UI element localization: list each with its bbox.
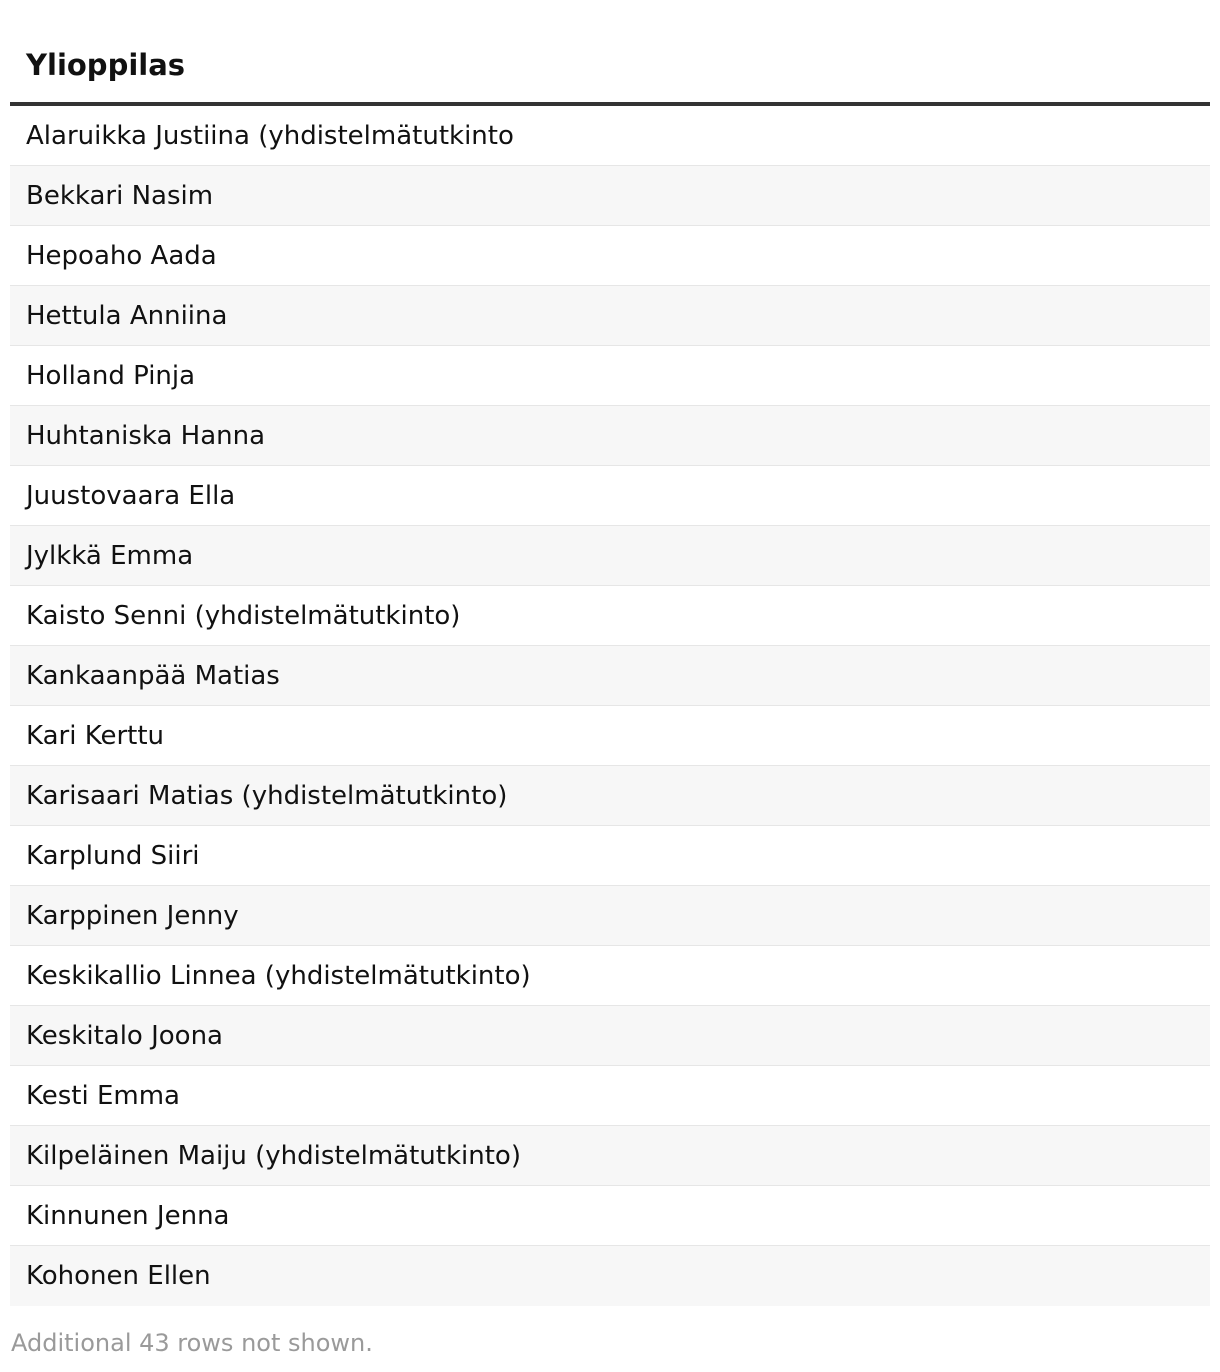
table-row: Alaruikka Justiina (yhdistelmätutkinto <box>10 106 1210 166</box>
table-row: Keskikallio Linnea (yhdistelmätutkinto) <box>10 946 1210 1006</box>
table-row: Holland Pinja <box>10 346 1210 406</box>
table-row: Kari Kerttu <box>10 706 1210 766</box>
table-row: Karplund Siiri <box>10 826 1210 886</box>
table-row: Kinnunen Jenna <box>10 1186 1210 1246</box>
students-table <box>10 0 1210 1306</box>
table-row: Karppinen Jenny <box>10 886 1210 946</box>
table-row: Kaisto Senni (yhdistelmätutkinto) <box>10 586 1210 646</box>
table-row: Huhtaniska Hanna <box>10 406 1210 466</box>
table-row: Kilpeläinen Maiju (yhdistelmätutkinto) <box>10 1126 1210 1186</box>
rows-not-shown-note: Additional 43 rows not shown. <box>11 1329 373 1357</box>
table-body <box>10 106 1210 1306</box>
table-row: Keskitalo Joona <box>10 1006 1210 1066</box>
table-row: Kankaanpää Matias <box>10 646 1210 706</box>
table-row: Hettula Anniina <box>10 286 1210 346</box>
table-row: Bekkari Nasim <box>10 166 1210 226</box>
table-row: Juustovaara Ella <box>10 466 1210 526</box>
table-row: Hepoaho Aada <box>10 226 1210 286</box>
table-header <box>10 0 1210 106</box>
table-row: Kesti Emma <box>10 1066 1210 1126</box>
table-row: Karisaari Matias (yhdistelmätutkinto) <box>10 766 1210 826</box>
table-row: Jylkkä Emma <box>10 526 1210 586</box>
table-row: Kohonen Ellen <box>10 1246 1210 1306</box>
column-header-ylioppilas[interactable]: Ylioppilas <box>26 48 186 82</box>
